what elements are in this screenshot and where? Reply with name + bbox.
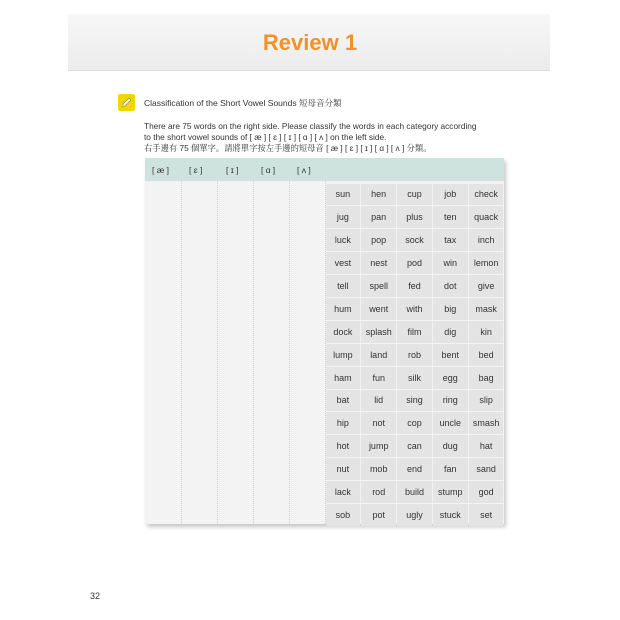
word-cell: plus [397, 206, 432, 228]
word-cell: dig [433, 321, 468, 343]
word-cell: dock [326, 321, 361, 343]
word-cell: bat [326, 390, 361, 412]
word-cell: nest [361, 252, 396, 274]
word-cell: egg [433, 367, 468, 389]
word-cell: kin [469, 321, 504, 343]
word-cell: inch [469, 229, 504, 251]
word-cell: jump [361, 435, 396, 457]
word-cell: ugly [397, 504, 432, 526]
vowel-label-e: [ ɛ ] [189, 165, 203, 175]
word-cell: stuck [433, 504, 468, 526]
word-cell: hot [326, 435, 361, 457]
word-cell: slip [469, 390, 504, 412]
word-cell: dot [433, 275, 468, 297]
word-cell: cup [397, 184, 432, 206]
word-cell: fan [433, 458, 468, 480]
word-cell: pan [361, 206, 396, 228]
word-cell: ten [433, 206, 468, 228]
word-cell: land [361, 344, 396, 366]
column-divider [289, 181, 290, 524]
word-cell: check [469, 184, 504, 206]
word-cell: fun [361, 367, 396, 389]
instruction-zh: 右手邊有 75 個單字。請將單字按左手邊的短母音 [ æ ] [ ɛ ] [ ɪ ] [ ɑ ] [ ʌ ] 分類。 [144, 143, 432, 153]
word-cell: bag [469, 367, 504, 389]
word-cell: fed [397, 275, 432, 297]
word-cell: tax [433, 229, 468, 251]
word-cell: god [469, 481, 504, 503]
word-cell: sob [326, 504, 361, 526]
word-cell: big [433, 298, 468, 320]
word-cell: cop [397, 412, 432, 434]
vowel-label-i: [ ɪ ] [226, 165, 239, 175]
vowel-label-ae: [ æ ] [152, 165, 170, 175]
word-cell: dug [433, 435, 468, 457]
word-cell: jug [326, 206, 361, 228]
word-cell: set [469, 504, 504, 526]
word-cell: sing [397, 390, 432, 412]
word-cell: tell [326, 275, 361, 297]
word-cell: luck [326, 229, 361, 251]
word-cell: hen [361, 184, 396, 206]
word-cell: spell [361, 275, 396, 297]
word-cell: can [397, 435, 432, 457]
instruction-en-line-2: to the short vowel sounds of [ æ ] [ ɛ ] [ ɪ ] [ ɑ ] [ ʌ ] on the left side. [144, 132, 387, 142]
column-divider [253, 181, 254, 524]
exercise-heading: Classification of the Short Vowel Sounds 短母音分類 [144, 98, 342, 108]
page-title: Review 1 [262, 30, 358, 55]
word-cell: with [397, 298, 432, 320]
word-cell: went [361, 298, 396, 320]
word-cell: mask [469, 298, 504, 320]
word-cell: lid [361, 390, 396, 412]
column-divider [181, 181, 182, 524]
word-cell: job [433, 184, 468, 206]
word-cell: nut [326, 458, 361, 480]
word-cell: rod [361, 481, 396, 503]
word-cell: give [469, 275, 504, 297]
word-cell: film [397, 321, 432, 343]
word-cell: win [433, 252, 468, 274]
word-cell: sock [397, 229, 432, 251]
vowel-label-schwa: [ ʌ ] [297, 165, 311, 175]
pencil-icon [118, 94, 135, 111]
vowel-header-row [145, 158, 504, 181]
word-cell: hip [326, 412, 361, 434]
word-cell: quack [469, 206, 504, 228]
word-cell: splash [361, 321, 396, 343]
classification-table [145, 158, 504, 524]
word-cell: ring [433, 390, 468, 412]
word-cell: stump [433, 481, 468, 503]
word-cell: smash [469, 412, 504, 434]
vowel-label-a: [ ɑ ] [261, 165, 276, 175]
word-cell: hum [326, 298, 361, 320]
page-number: 32 [90, 591, 101, 601]
word-cell: lack [326, 481, 361, 503]
word-cell: mob [361, 458, 396, 480]
word-cell: pod [397, 252, 432, 274]
word-cell: sun [326, 184, 361, 206]
word-cell: lemon [469, 252, 504, 274]
instruction-en-line-1: There are 75 words on the right side. Please classify the words in each category according [144, 121, 477, 131]
word-cell: bed [469, 344, 504, 366]
word-cell: not [361, 412, 396, 434]
word-cell: pop [361, 229, 396, 251]
column-divider [217, 181, 218, 524]
instructions [144, 121, 514, 154]
word-cell: hat [469, 435, 504, 457]
word-cell: uncle [433, 412, 468, 434]
word-cell: silk [397, 367, 432, 389]
word-cell: sand [469, 458, 504, 480]
word-cell: ham [326, 367, 361, 389]
word-cell: build [397, 481, 432, 503]
word-cell: end [397, 458, 432, 480]
word-bank [325, 183, 504, 526]
word-cell: lump [326, 344, 361, 366]
word-cell: vest [326, 252, 361, 274]
word-cell: bent [433, 344, 468, 366]
word-cell: rob [397, 344, 432, 366]
word-cell: pot [361, 504, 396, 526]
